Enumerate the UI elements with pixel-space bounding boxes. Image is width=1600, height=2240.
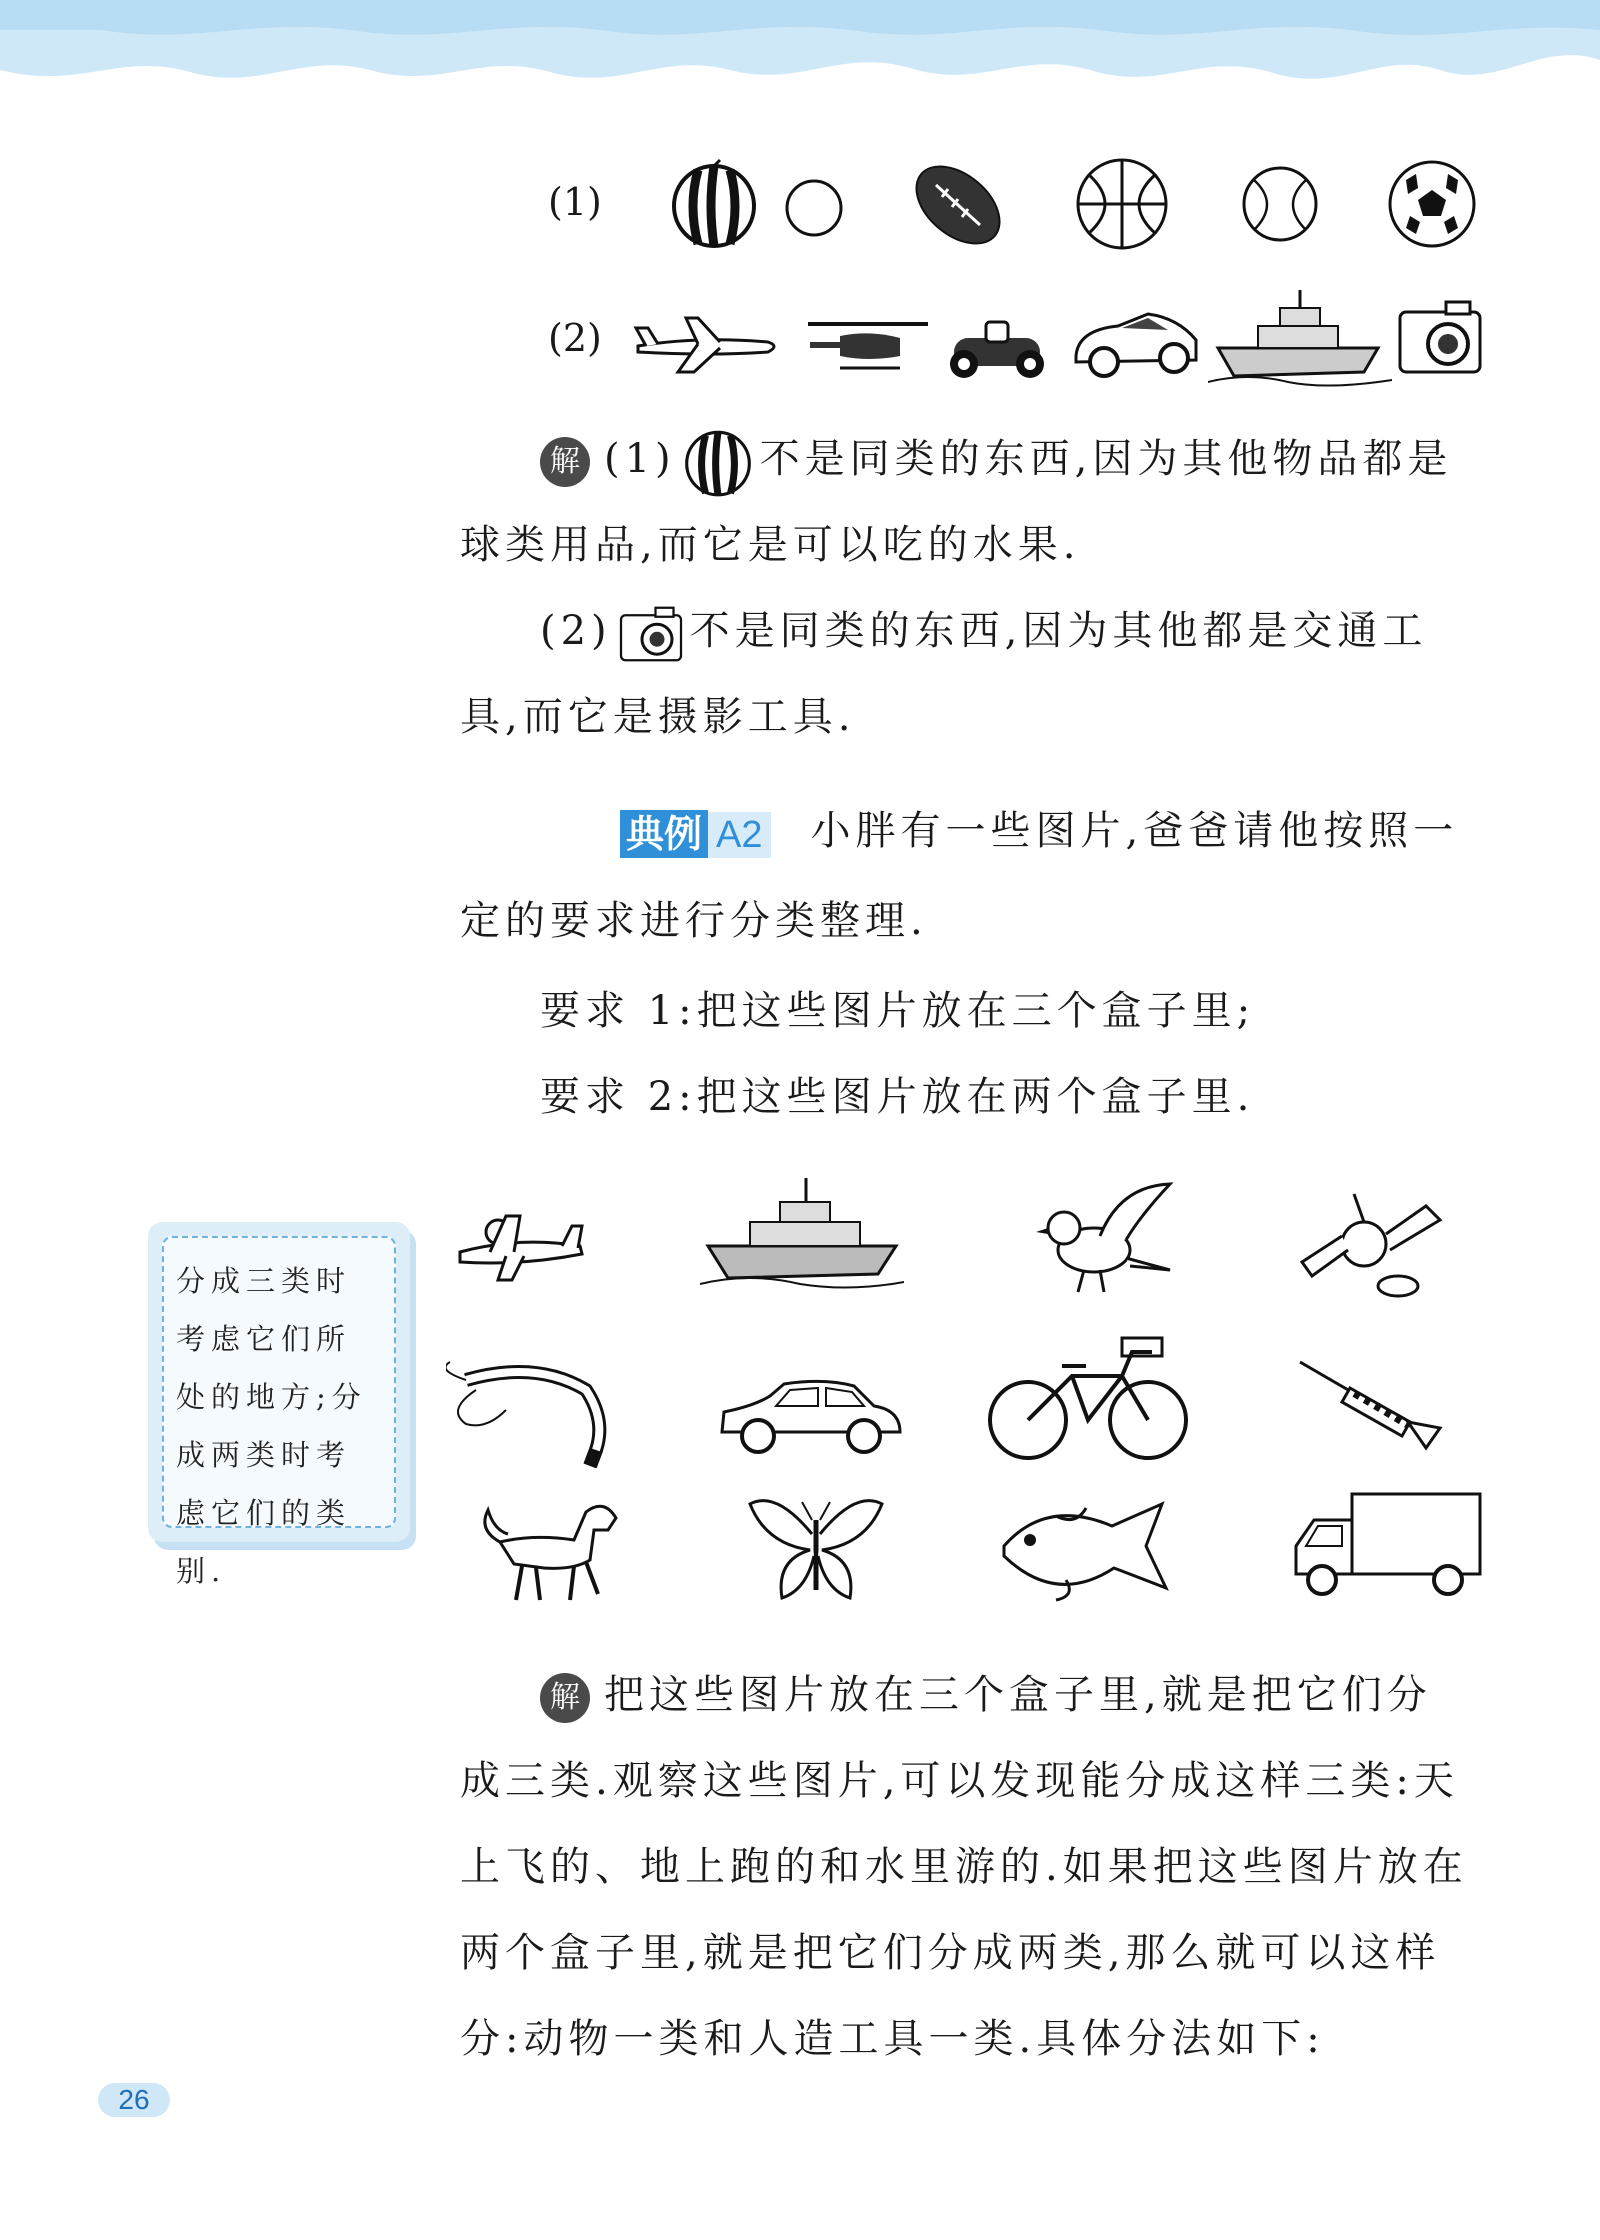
ball-icon — [784, 178, 844, 238]
requirement-2: 要求 2:把这些图片放在两个盒子里. — [540, 1074, 1255, 1120]
solution-2-number: (2) — [540, 608, 612, 654]
airplane-icon — [450, 1196, 590, 1286]
bird-icon — [1030, 1176, 1176, 1300]
sports-car-icon — [1068, 300, 1204, 386]
truck-icon — [1290, 1490, 1484, 1598]
butterfly-icon — [746, 1494, 886, 1604]
airplane-icon — [628, 302, 784, 382]
example-tag-number: A2 — [708, 812, 770, 858]
soccer-ball-icon — [1386, 158, 1478, 250]
hint-note-text: 分成三类时考虑它们所处的地方;分成两类时考虑它们的类别. — [162, 1236, 396, 1528]
solution-badge: 解 — [540, 1673, 590, 1723]
solution-1-text: 不是同类的东西,因为其他物品都是球类用品,而它是可以吃的水果. — [460, 436, 1453, 568]
toy-car-icon — [940, 312, 1054, 384]
ship-icon — [700, 1174, 904, 1290]
question-1-label: (1) — [548, 180, 602, 224]
example-tag-label: 典例 — [620, 810, 708, 858]
example-a2 — [460, 788, 1470, 964]
solution-2-text: 不是同类的东西,因为其他都是交通工具,而它是摄影工具. — [460, 608, 1428, 740]
bicycle-icon — [982, 1336, 1192, 1464]
fish-icon — [996, 1496, 1172, 1604]
solution-1-number: (1) — [604, 436, 676, 482]
requirement-1: 要求 1:把这些图片放在三个盒子里; — [540, 988, 1256, 1034]
solution-3 — [460, 1652, 1470, 2082]
rugby-ball-icon — [908, 155, 1008, 255]
camera-icon — [1396, 296, 1484, 378]
solution-2 — [460, 588, 1470, 760]
camera-icon — [618, 603, 684, 665]
horse-icon — [474, 1490, 630, 1606]
tennis-ball-icon — [1240, 164, 1320, 244]
question-2-label: (2) — [548, 316, 602, 360]
helicopter-icon — [800, 312, 936, 378]
hint-note — [148, 1222, 410, 1588]
satellite-icon — [1294, 1186, 1448, 1306]
solution-1 — [460, 416, 1470, 588]
page-number: 26 — [98, 2083, 170, 2117]
watermelon-icon — [682, 426, 754, 498]
solution-badge: 解 — [540, 437, 590, 487]
solution-3-text: 把这些图片放在三个盒子里,就是把它们分成三类.观察这些图片,可以发现能分成这样三类:天上飞的、地上跑的和水里游的.如果把这些图片放在两个盒子里,就是把它们分成两类,那么就可以这样分:动物一类和人造工具一类.具体分法如下: — [460, 1672, 1468, 2062]
example-text: 小胖有一些图片,爸爸请他按照一定的要求进行分类整理. — [460, 808, 1459, 944]
shrimp-icon — [446, 1350, 628, 1468]
ship-icon — [1208, 286, 1392, 390]
sky-cloud-banner — [0, 0, 1600, 110]
example-tag — [540, 791, 771, 878]
rocket-icon — [1290, 1348, 1460, 1458]
basketball-icon — [1074, 156, 1170, 252]
watermelon-icon — [668, 158, 760, 250]
car-icon — [714, 1366, 908, 1462]
